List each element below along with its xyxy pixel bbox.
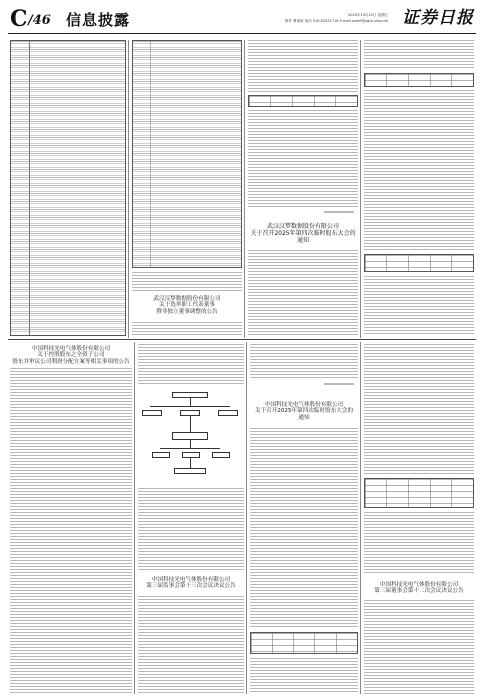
org-box-middle: [172, 432, 208, 440]
column-top-2: [132, 40, 242, 336]
text-block: [10, 368, 132, 694]
vote-table: [248, 95, 358, 107]
column-top-4: [364, 40, 474, 336]
column-bottom-2: [138, 344, 244, 694]
text-block: [364, 600, 474, 694]
notice-headline-right-meeting: [250, 402, 358, 421]
notice-title: 第三届监事会第十三次会议决议公告: [146, 583, 236, 590]
horizontal-divider: [8, 339, 476, 340]
column-divider: [134, 342, 135, 694]
column-bottom-4: [364, 344, 474, 694]
page-letter: C: [10, 6, 28, 32]
text-block: [364, 512, 474, 574]
org-connector: [190, 416, 191, 432]
org-connector: [160, 448, 220, 449]
org-connector: [190, 458, 191, 468]
notice-subtitle: 暨非独立董事调整的公告: [156, 308, 218, 315]
column-divider: [244, 40, 245, 338]
newspaper-logo: 证券日报: [402, 8, 474, 28]
text-block: [138, 488, 244, 572]
org-box-bottom: [174, 468, 206, 474]
column-divider: [128, 40, 129, 338]
notice-title: 关于控股股东之全资子公司: [37, 352, 105, 359]
notice-title: 关于选举职工代表董事: [159, 302, 215, 309]
text-block: [138, 596, 244, 694]
text-block: [250, 658, 358, 694]
org-connector: [150, 406, 230, 407]
notice-company: 武汉汉梦数据股份有限公司: [153, 296, 221, 302]
text-block: [250, 428, 358, 628]
text-block: [132, 272, 242, 292]
column-divider: [360, 40, 361, 338]
notice-company: 中国科技光电气体股份有限公司: [151, 577, 231, 583]
text-block: [248, 110, 358, 208]
data-table: [132, 40, 242, 268]
text-block: [132, 322, 242, 336]
notice-company: 中国科技光电气体股份有限公司: [379, 582, 459, 588]
section-title: 信息披露: [66, 11, 131, 29]
org-box: [182, 452, 200, 458]
contact-line: 制作 曹秉琛 电话 010-83251716 E-mail zqrb9@zqrb.sina.net: [284, 19, 388, 23]
masthead: [8, 6, 476, 34]
large-data-table: [10, 40, 126, 336]
column-top-3: [248, 40, 358, 336]
org-box: [152, 452, 170, 458]
column-bottom-1: [10, 344, 132, 694]
date-line: 2025年10月10日 星期五: [348, 13, 388, 17]
text-block: [138, 344, 244, 384]
column-bottom-3: [250, 344, 358, 694]
column-divider: [246, 342, 247, 694]
notice-subtitle: 股东并审议公司利润分配方案等相关事项的公告: [12, 358, 130, 365]
notice-headline-zhongke-board: [138, 577, 244, 590]
column-top-1: [10, 40, 126, 336]
org-box: [212, 452, 230, 458]
proposal-table: [364, 73, 474, 87]
proposal-table: [364, 478, 474, 508]
text-block: [364, 276, 474, 336]
notice-company: 中国科技光电气体股份有限公司: [31, 346, 111, 352]
notice-subtitle: 通知: [296, 236, 309, 244]
text-block: [248, 250, 358, 336]
org-box: [218, 410, 238, 416]
notice-company: 中国科技光电气体股份有限公司: [264, 402, 344, 408]
notice-subtitle: 通知: [298, 414, 310, 421]
notice-headline-wuhan-directors: [132, 296, 242, 315]
text-block: [364, 344, 474, 474]
proposal-table: [250, 632, 358, 654]
column-divider: [360, 342, 361, 694]
notice-title: 关于召开2025年第四次临时股东大会的: [250, 229, 356, 237]
org-connector: [190, 398, 191, 406]
notice-title: 关于召开2025年第四次临时股东大会的: [254, 408, 354, 415]
signature-line: [324, 383, 354, 385]
org-box: [142, 410, 162, 416]
notice-headline-zhongke-subsidiary: [10, 346, 132, 365]
notice-company: 武汉汉梦数据股份有限公司: [266, 223, 339, 230]
org-chart-diagram: [138, 388, 244, 484]
text-block: [248, 40, 358, 92]
org-connector: [190, 440, 191, 448]
page-number: / 46: [28, 14, 51, 28]
notice-headline-right-board: [364, 582, 474, 595]
notice-headline-wuhan-meeting: [248, 224, 358, 245]
proposal-table: [364, 254, 474, 272]
text-block: [250, 344, 358, 380]
text-block: [364, 40, 474, 70]
signature-line: [324, 211, 354, 213]
text-block: [364, 90, 474, 250]
notice-title: 第三届董事会第十二次会议决议公告: [374, 588, 464, 595]
